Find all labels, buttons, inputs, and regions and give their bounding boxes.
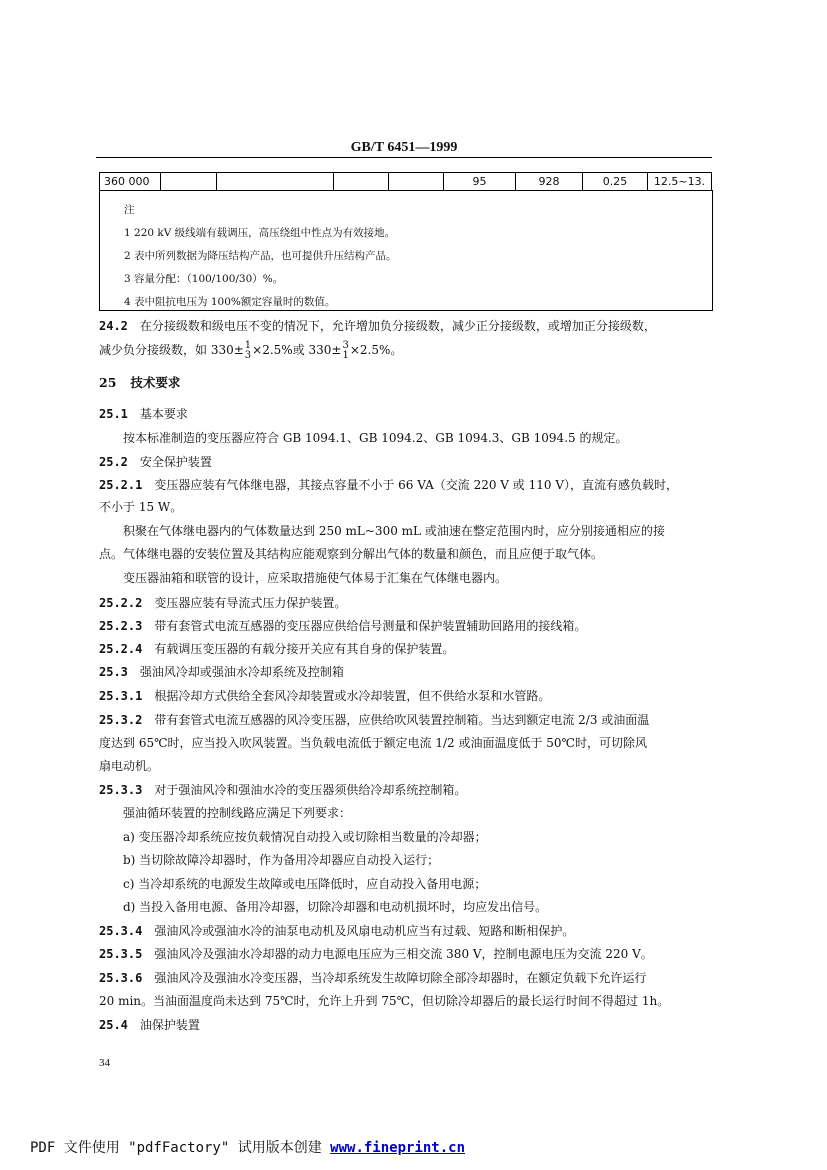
value-cell: 12.5~13. (648, 173, 712, 191)
list-item: b) 当切除故障冷却器时，作为备用冷却器应自动投入运行； (123, 853, 440, 867)
clause-title: 安全保护装置 (139, 455, 212, 469)
clause-number: 25.2.3 (99, 619, 143, 633)
page-number: 34 (99, 1057, 110, 1069)
clause-24-2 (99, 318, 656, 334)
clause-25-3-4 (99, 923, 574, 939)
footer-link[interactable]: www.fineprint.cn (330, 1140, 466, 1156)
clause-25-3-2 (99, 712, 649, 728)
clause-25-2-4 (99, 641, 454, 657)
paragraph: 不小于 15 W。 (99, 500, 183, 514)
fraction (342, 341, 348, 361)
paragraph: 点。气体继电器的安装位置及其结构应能观察到分解出气体的数量和颜色，而且应便于取气体。 (99, 547, 604, 561)
clause-25-2-3 (99, 618, 586, 634)
paragraph: 积聚在气体继电器内的气体数量达到 250 mL~300 mL 或油速在整定范围内时，应分别接通相应的接 (123, 524, 665, 538)
clause-25-2-1 (99, 477, 678, 493)
clause-25-3-5 (99, 946, 653, 962)
paragraph: 扇电动机。 (99, 759, 160, 773)
list-item: c) 当冷却系统的电源发生故障或电压降低时，应自动投入备用电源； (123, 877, 487, 891)
fraction-numerator: 1 (244, 339, 252, 351)
clause-text: ×2.5%。 (349, 343, 403, 357)
page-header-title: GB/T 6451—1999 (350, 140, 458, 155)
paragraph: 度达到 65℃时，应当投入吹风装置。当负载电流低于额定电流 1/2 或油面温度低于 50℃时，可切除风 (99, 736, 647, 750)
clause-number: 25.3.6 (99, 971, 143, 985)
clause-25-3 (99, 664, 344, 680)
notes-label: 注 (124, 204, 135, 216)
clause-number: 25.2.2 (99, 596, 143, 610)
empty-cell (389, 173, 444, 191)
clause-text: 变压器应装有气体继电器，其接点容量不小于 66 VA（交流 220 V 或 110 V），直流有感负载时， (154, 478, 678, 492)
clause-text: 带有套管式电流互感器的变压器应供给信号测量和保护装置辅助回路用的接线箱。 (154, 619, 587, 633)
clause-text: 有载调压变压器的有载分接开关应有其自身的保护装置。 (154, 642, 455, 656)
pdf-footer (30, 1137, 465, 1157)
spec-table (99, 172, 712, 191)
note-item: 2 表中所列数据为降压结构产品，也可提供升压结构产品。 (124, 250, 397, 262)
empty-cell (334, 173, 389, 191)
clause-text: 强油风冷及强油水冷变压器，当冷却系统发生故障切除全部冷却器时，在额定负载下允许运行 (154, 971, 647, 985)
clause-title: 油保护装置 (139, 1018, 200, 1032)
fraction-denominator: 1 (342, 349, 349, 361)
clause-text: 根据冷却方式供给全套风冷却装置或水冷却装置，但不供给水泵和水管路。 (154, 689, 551, 703)
clause-text: 强油风冷及强油水冷却器的动力电源电压应为三相交流 380 V，控制电源电压为交流 220 V。 (154, 947, 653, 961)
clause-24-2-cont (99, 338, 402, 362)
table-notes (99, 190, 713, 311)
clause-title: 强油风冷却或强油水冷却系统及控制箱 (139, 665, 344, 679)
header-rule (96, 157, 712, 158)
footer-text: PDF 文件使用 "pdfFactory" 试用版本创建 (30, 1140, 331, 1156)
clause-text: 减少负分接级数，如 330± (99, 343, 244, 357)
note-item: 4 表中阻抗电压为 100%额定容量时的数值。 (124, 296, 336, 308)
value-cell: 928 (516, 173, 583, 191)
clause-25-2 (99, 454, 212, 470)
clause-number: 25.3.2 (99, 713, 143, 727)
clause-number: 25.3 (99, 665, 128, 679)
clause-text: 带有套管式电流互感器的风冷变压器，应供给吹风装置控制箱。当达到额定电流 2/3 或油面温 (154, 713, 650, 727)
fraction (245, 341, 251, 361)
clause-text: ×2.5%或 330± (252, 343, 342, 357)
paragraph: 按本标准制造的变压器应符合 GB 1094.1、GB 1094.2、GB 1094.3、GB 1094.5 的规定。 (123, 431, 628, 445)
section-number: 25 (99, 375, 117, 390)
clause-text: 在分接级数和级电压不变的情况下，允许增加负分接级数，减少正分接级数，或增加正分接级数， (139, 319, 656, 333)
clause-25-3-6 (99, 970, 646, 986)
clause-25-4 (99, 1017, 200, 1033)
section-title: 技术要求 (130, 375, 181, 390)
paragraph: 强油循环装置的控制线路应满足下列要求： (123, 806, 352, 820)
list-item: d) 当投入备用电源、备用冷却器，切除冷却器和电动机损坏时，均应发出信号。 (123, 900, 548, 914)
clause-number: 24.2 (99, 319, 128, 333)
note-item: 1 220 kV 级线端有载调压，高压绕组中性点为有效接地。 (124, 227, 396, 239)
clause-25-3-3 (99, 782, 466, 798)
clause-number: 25.1 (99, 407, 128, 421)
clause-number: 25.3.3 (99, 783, 143, 797)
empty-cell (217, 173, 334, 191)
paragraph: 变压器油箱和联管的设计，应采取措施使气体易于汇集在气体继电器内。 (123, 571, 508, 585)
clause-number: 25.4 (99, 1018, 128, 1032)
fraction-numerator: 3 (342, 339, 349, 351)
clause-number: 25.2.4 (99, 642, 143, 656)
clause-number: 25.2.1 (99, 478, 143, 492)
section-25-heading (99, 375, 180, 391)
list-item: a) 变压器冷却系统应按负载情况自动投入或切除相当数量的冷却器； (123, 830, 487, 844)
fraction-denominator: 3 (244, 349, 252, 361)
clause-25-2-2 (99, 595, 346, 611)
paragraph: 20 min。当油面温度尚未达到 75℃时，允许上升到 75℃，但切除冷却器后的最长运行时间不得超过 1h。 (99, 994, 670, 1008)
clause-25-3-1 (99, 688, 550, 704)
capacity-cell: 360 000 (100, 173, 161, 191)
table-row (100, 173, 712, 191)
clause-number: 25.3.1 (99, 689, 143, 703)
value-cell: 95 (444, 173, 516, 191)
value-cell: 0.25 (583, 173, 648, 191)
clause-text: 对于强油风冷和强油水冷的变压器须供给冷却系统控制箱。 (154, 783, 467, 797)
clause-25-1 (99, 406, 188, 422)
empty-cell (161, 173, 217, 191)
note-item: 3 容量分配：（100/100/30）%。 (124, 273, 284, 285)
clause-number: 25.3.4 (99, 924, 143, 938)
clause-text: 强油风冷或强油水冷的油泵电动机及风扇电动机应当有过载、短路和断相保护。 (154, 924, 575, 938)
clause-text: 变压器应装有导流式压力保护装置。 (154, 596, 347, 610)
clause-title: 基本要求 (139, 407, 188, 421)
clause-number: 25.2 (99, 455, 128, 469)
clause-number: 25.3.5 (99, 947, 143, 961)
